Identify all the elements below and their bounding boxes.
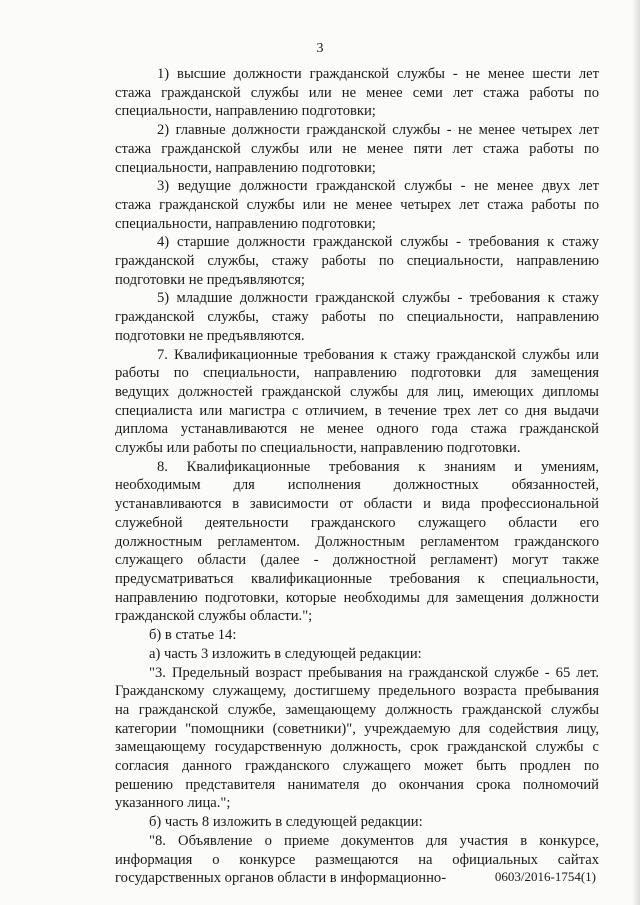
text-line: б) часть 8 изложить в следующей редакции: (149, 814, 423, 831)
text-line: направлению подготовки, которые необходимы для замещения должности (115, 589, 599, 606)
text-line: специальности, направлению подготовки; (115, 159, 376, 176)
text-line: категории "помощники (советники)", учреждаемую для содействия лицу, (115, 720, 599, 737)
document-code: 0603/2016-1754(1) (494, 869, 596, 884)
text-line: 7. Квалификационные требования к стажу гражданской службы или (157, 346, 599, 363)
text-line: работы по специальности, направлению подготовки для замещения (115, 365, 599, 382)
text-line: стажа гражданской службы или не менее пяти лет стажа работы по (115, 140, 599, 157)
text-line: специальности, направлению подготовки; (115, 103, 376, 120)
scan-edge-shadow (632, 0, 640, 905)
page-number: 3 (316, 41, 324, 56)
text-line: должностным регламентом. Должностным регламентом гражданского (115, 533, 599, 550)
text-line: государственных органов области в информационно- (115, 870, 447, 887)
text-line: согласия данного гражданского служащего может быть продлен по (115, 758, 599, 775)
text-line: специальности, направлению подготовки; (115, 215, 376, 232)
text-line: специалиста или магистра с отличием, в течение трех лет со дня выдачи (115, 402, 599, 419)
text-line: 5) младшие должности гражданской службы - требования к стажу (157, 290, 599, 307)
text-line: стажа гражданской службы или не менее семи лет стажа работы по (115, 84, 599, 101)
text-line: 8. Квалификационные требования к знаниям и умениям, (157, 458, 599, 475)
text-line: устанавливаются в зависимости от области и вида профессиональной (115, 496, 599, 513)
text-line: предусматриваться квалификационные требования к специальности, (115, 570, 599, 587)
text-line: на гражданской службе, замещающему должность гражданской службы (115, 701, 599, 718)
text-line: подготовки не предъявляются. (115, 327, 305, 344)
text-line: замещающему государственную должность, срок гражданской службы с (115, 739, 599, 756)
text-line: 3) ведущие должности гражданской службы - не менее двух лет (157, 178, 599, 195)
text-line: 4) старшие должности гражданской службы - требования к стажу (157, 234, 599, 251)
text-line: гражданской службы, стажу работы по специальности, направлению (115, 309, 599, 326)
text-line: стажа гражданской службы или не менее четырех лет стажа работы по (115, 196, 599, 213)
text-line: диплома устанавливаются не менее одного года стажа гражданской (115, 421, 599, 438)
text-line: а) часть 3 изложить в следующей редакции: (149, 645, 422, 662)
text-line: информация о конкурсе размещаются на официальных сайтах (115, 851, 599, 868)
text-line: необходимым для исполнения должностных обязанностей, (115, 477, 599, 494)
text-line: Гражданскому служащему, достигшему предельного возраста пребывания (115, 683, 599, 700)
text-line: служебной деятельности гражданского служащего области его (115, 514, 599, 531)
text-line: службы или работы по специальности, направлению подготовки. (115, 440, 521, 457)
text-line: подготовки не предъявляются; (115, 271, 305, 288)
text-line: 2) главные должности гражданской службы - не менее четырех лет (157, 122, 599, 139)
text-line: ведущих должностей гражданской службы для лиц, имеющих дипломы (115, 383, 599, 400)
text-line: 1) высшие должности гражданской службы - не менее шести лет (157, 66, 599, 82)
text-line: б) в статье 14: (149, 627, 237, 644)
text-line: служащего области (далее - должностной регламент) могут также (115, 552, 599, 569)
text-line: указанного лица."; (115, 795, 231, 812)
text-line: решению представителя нанимателя до окончания срока полномочий (115, 776, 599, 793)
text-line: "3. Предельный возраст пребывания на гражданской службе - 65 лет. (149, 664, 599, 681)
text-line: гражданской службы области."; (115, 608, 313, 625)
document-body (115, 65, 599, 888)
text-line: "8. Объявление о приеме документов для участия в конкурсе, (149, 832, 599, 849)
text-line: гражданской службы, стажу работы по специальности, направлению (115, 253, 599, 270)
